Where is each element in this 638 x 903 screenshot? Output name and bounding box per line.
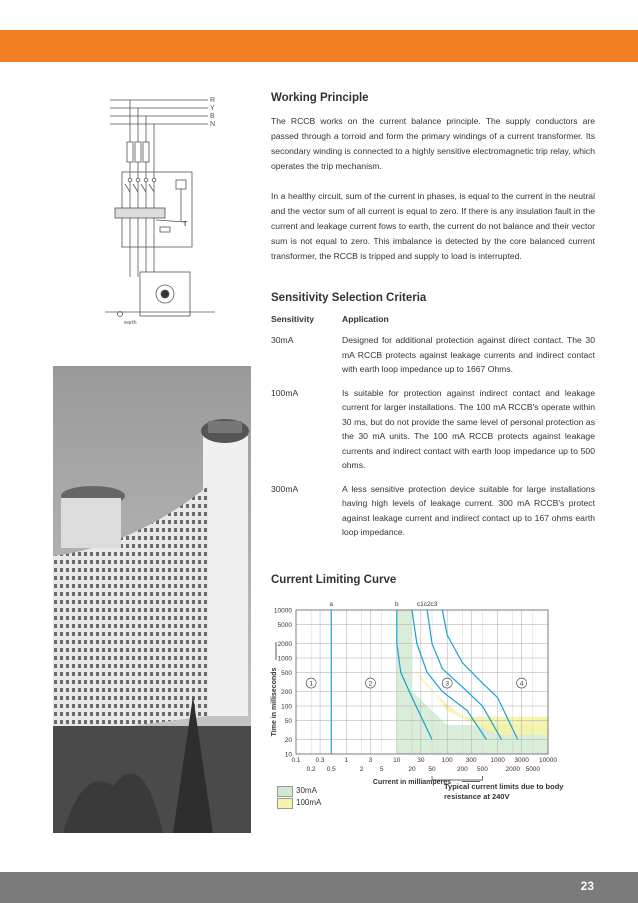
col-sensitivity-header: Sensitivity <box>271 314 314 324</box>
application-text: A less sensitive protection device suitable for large installations having high levels of leakage current. 300 mA RCCB's protect against leakage current and indirect contact up to 167 ohms earth loop impedance. <box>342 483 595 537</box>
table-row <box>271 482 595 540</box>
y-tick-label: 5000 <box>277 621 292 629</box>
zone-label: 4 <box>519 680 524 688</box>
curve-label-b: b <box>394 601 399 608</box>
y-tick-label: 2000 <box>277 641 292 649</box>
working-paragraph-1: The RCCB works on the current balance principle. The supply conductors are passed through a torroid and form the primary windings of a current transformer. Its secondary winding is connected to a highly sensitive electromagnetic trip relay, which operates the trip mechanism. <box>271 116 595 171</box>
zone-label: 1 <box>309 680 313 688</box>
x-tick-label-minor: 500 <box>476 766 488 773</box>
sensitivity-value: 30mA <box>271 335 294 345</box>
transformer-label: T <box>183 221 188 228</box>
y-tick-label: 200 <box>281 689 292 697</box>
body-resistance-note: Typical current limits due to body resistance at 240V <box>444 782 564 801</box>
working-paragraph-2: In a healthy circuit, sum of the current in phases, is equal to the current in the neutral and the vector sum of all current is equal to zero. If there is any insulation fault in the current and leakage current fows to earth, the current do not balance and their vector sum is not equal to zero. This imbalance is detected by the core balanced current transformer, the RCCB is tripped and supply to load is interrupted. <box>271 191 595 261</box>
x-tick-label: 3 <box>368 757 373 764</box>
x-axis-title: Current in milliamperes <box>372 779 452 786</box>
zone-label: 2 <box>368 680 373 688</box>
col-application-header: Application <box>342 314 389 324</box>
y-tick-label: 100 <box>281 703 292 711</box>
phase-r-label: R <box>210 97 216 104</box>
application-text: Is suitable for protection against indirect contact and leakage current for larger installations. The 100 mA RCCB's operate within 30 ms, but do not provide the same level of personal protection as the 30 mA units. The 100 mA RCCB protects against leakage currents and indirect contact with earth loop impedance up to 500 ohms. <box>342 387 595 470</box>
earth-label: earth <box>124 320 137 326</box>
sensitivity-title: Sensitivity Selection Criteria <box>271 292 427 304</box>
sensitivity-value: 100mA <box>271 387 299 398</box>
working-principle-section <box>271 92 595 264</box>
x-tick-label: 1000 <box>490 757 505 764</box>
sensitivity-value: 300mA <box>271 483 299 494</box>
x-tick-label: 0.3 <box>315 757 325 764</box>
phase-b-label: B <box>210 113 215 120</box>
x-tick-label-minor: 5 <box>379 766 384 773</box>
x-tick-label-minor: 2 <box>359 766 364 773</box>
y-axis-title: Time in milliseconds <box>271 667 278 737</box>
phase-y-label: Y <box>210 105 215 112</box>
header-bar <box>0 30 638 62</box>
x-tick-label: 0.1 <box>291 757 301 764</box>
curve-label-a: a <box>329 601 334 608</box>
rccb-circuit-diagram <box>100 92 230 332</box>
page-number: 23 <box>580 879 594 893</box>
y-tick-label: 10 <box>284 751 292 759</box>
footer-bar <box>0 872 638 903</box>
working-principle-title: Working Principle <box>271 92 369 104</box>
sensitivity-table <box>271 314 595 540</box>
y-tick-label: 50 <box>284 717 292 725</box>
x-tick-label: 10000 <box>538 757 558 764</box>
y-tick-label: 10000 <box>273 607 292 615</box>
x-tick-label: 300 <box>465 757 477 764</box>
curve-title: Current Limiting Curve <box>271 574 397 586</box>
y-tick-label: 20 <box>284 737 292 745</box>
x-tick-label-minor: 200 <box>456 766 468 773</box>
y-tick-label: 500 <box>281 669 292 677</box>
table-row <box>271 386 595 482</box>
x-tick-label-minor: 5000 <box>525 766 541 773</box>
x-tick-label-minor: 0.5 <box>326 766 336 773</box>
y-tick-label: 1000 <box>277 655 292 663</box>
neutral-label: N <box>210 121 216 128</box>
application-text: Designed for additional protection against direct contact. The 30 mA RCCB protects against leakage currents and indirect contact with earth loop impedance up to 1667 Ohms. <box>342 335 595 374</box>
x-tick-label: 30 <box>417 757 425 764</box>
x-tick-label-minor: 50 <box>428 766 436 773</box>
legend-label-100ma: 100mA <box>296 798 322 807</box>
x-tick-label: 10 <box>393 757 401 764</box>
x-tick-label: 3000 <box>514 757 529 764</box>
table-row <box>271 333 595 386</box>
legend-swatch-100ma <box>277 798 293 809</box>
x-tick-label: 100 <box>441 757 453 764</box>
x-tick-label-minor: 0.2 <box>306 766 316 773</box>
sensitivity-section <box>271 292 595 540</box>
legend-label-30ma: 30mA <box>296 786 317 795</box>
legend-swatch-30ma <box>277 786 293 797</box>
x-tick-label-minor: 20 <box>408 766 416 773</box>
curve-section <box>271 574 595 586</box>
curve-label-c: c1c2c3 <box>416 601 438 608</box>
x-tick-label: 1 <box>344 757 349 764</box>
x-tick-label-minor: 2000 <box>505 766 521 773</box>
zone-label: 3 <box>445 680 450 688</box>
building-photo <box>53 366 251 833</box>
